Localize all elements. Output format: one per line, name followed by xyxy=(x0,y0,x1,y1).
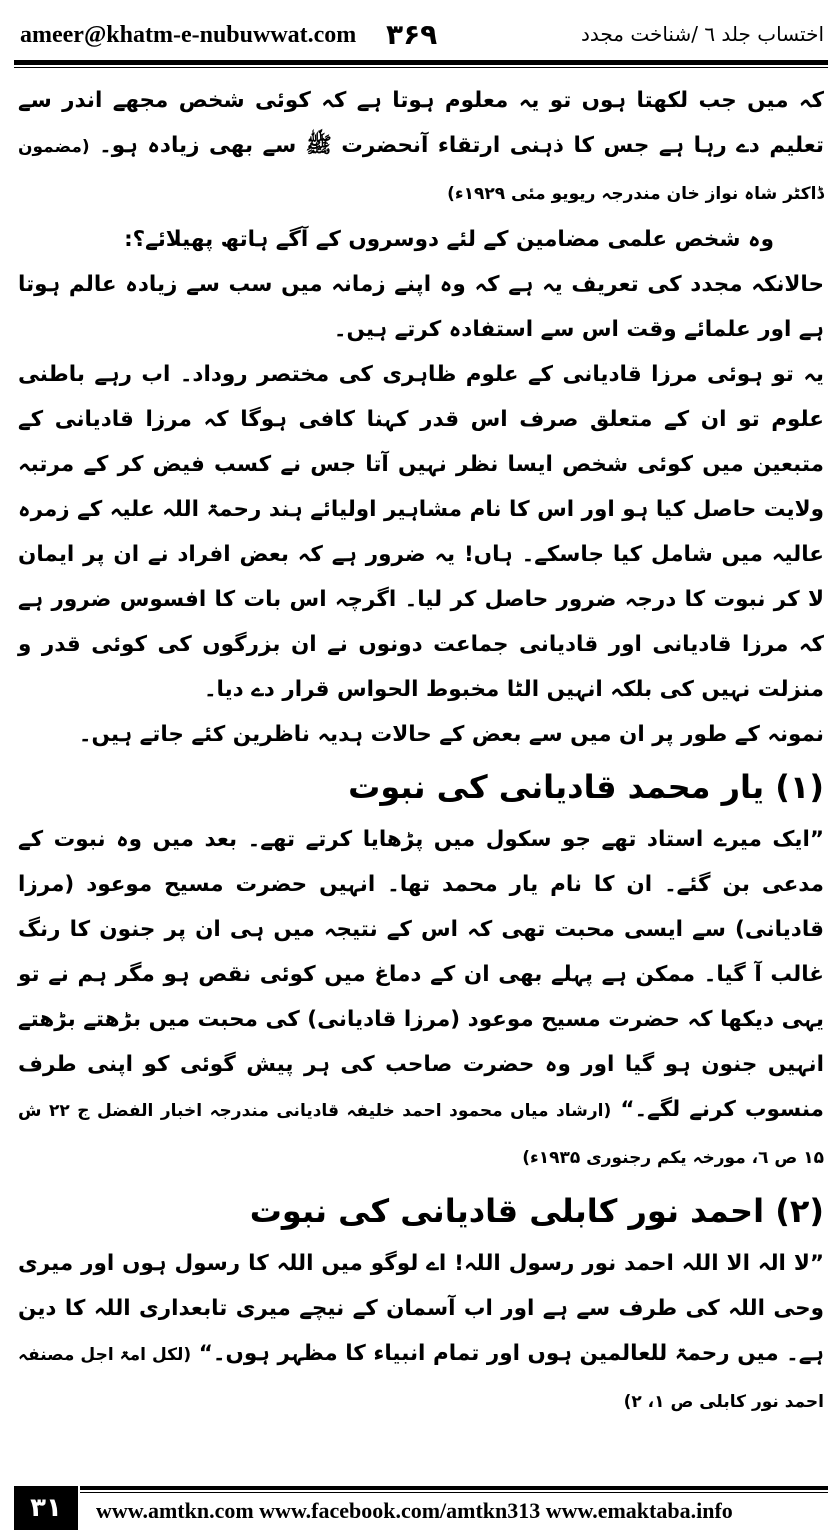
paragraph: یہ تو ہوئی مرزا قادیانی کے علوم ظاہری کی مختصر روداد۔ اب رہے باطنی علوم تو ان کے متعلق صرف اس قدر کہنا کافی ہوگا کہ مرزا قادیانی کے متبعین میں کوئی شخص ایسا نظر نہیں آتا جس نے کسب فیض کر کے مرتبہ ولایت حاصل کیا ہو اور اس کا نام مشاہیر اولیائے ہند رحمۃ اللہ علیہ کے زمرہ عالیہ میں شامل کیا جاسکے۔ ہاں! یہ ضرور ہے کہ بعض افراد نے ان پر ایمان لا کر نبوت کا درجہ ضرور حاصل کر لیا۔ اگرچہ اس بات کا افسوس ضرور ہے کہ مرزا قادیانی اور قادیانی جماعت دونوں نے ان بزرگوں کی کوئی قدر و منزلت نہیں کی بلکہ انہیں الٹا مخبوط الحواس قرار دے دیا۔ xyxy=(18,362,824,702)
footer-rule xyxy=(80,1486,828,1490)
quote-text: ”لا الہ الا اللہ احمد نور رسول اللہ! اے لوگو میں اللہ کا رسول ہوں اور میری وحی اللہ کی طرف سے ہے اور اب آسمان کے نیچے میری تابعداری اللہ کا دین ہے۔ میں رحمۃ للعالمین ہوں اور تمام انبیاء کا مظہر ہوں۔“ xyxy=(18,1251,824,1366)
citation: (لکل امۃ اجل مصنفہ احمد نور کابلی ص ۱، ۲) xyxy=(18,1345,824,1412)
section-heading: (۱) یار محمد قادیانی کی نبوت xyxy=(348,768,824,806)
header-rule-thin xyxy=(14,67,828,68)
quote-text: ”ایک میرے استاد تھے جو سکول میں پڑھایا کرتے تھے۔ بعد میں وہ نبوت کے مدعی بن گئے۔ ان کا نام یار محمد تھا۔ انہیں حضرت مسیح موعود (مرزا قادیانی) سے ایسی محبت تھی کہ اس کے نتیجہ میں ہی ان پر جنون کا رنگ غالب آ گیا۔ ممکن ہے پہلے بھی ان کے دماغ میں کوئی نقص ہو مگر ہم نے تو یہی دیکھا کہ حضرت مسیح موعود (مرزا قادیانی) کی محبت میں بڑھتے بڑھتے انہیں جنون ہو گیا اور وہ حضرت صاحب کی ہر پیش گوئی کو اپنی طرف منسوب کرنے لگے۔“ xyxy=(18,827,824,1122)
citation: (مضمون ڈاکٹر شاہ نواز خان مندرجہ ریویو مئی ۱۹۲۹ء) xyxy=(18,137,824,204)
paragraph xyxy=(18,817,824,1181)
footer-page-number: ۳۱ xyxy=(14,1486,78,1530)
page-footer xyxy=(14,1486,828,1530)
footer-rule-thin xyxy=(80,1492,828,1493)
paragraph: حالانکہ مجدد کی تعریف یہ ہے کہ وہ اپنے زمانہ میں سب سے زیادہ عالم ہوتا ہے اور علمائے وقت اس سے استفادہ کرتے ہیں۔ xyxy=(18,272,824,342)
paragraph xyxy=(18,1241,824,1425)
section-heading: (۲) احمد نور کابلی قادیانی کی نبوت xyxy=(249,1192,824,1230)
paragraph-text: کہ میں جب لکھتا ہوں تو یہ معلوم ہوتا ہے کہ کوئی شخص مجھے اندر سے تعلیم دے رہا ہے جس کا ذہنی ارتقاء آنحضرت ﷺ سے بھی زیادہ ہو۔ xyxy=(18,88,824,158)
header-rule xyxy=(14,60,828,65)
citation: (ارشاد میاں محمود احمد خلیفہ قادیانی مندرجہ اخبار الفضل ج ۲۲ ش ۱۵ ص ٦، مورخہ یکم رجنوری ۱۹۳۵ء) xyxy=(18,1101,824,1168)
header-page-number: ۳۶۹ xyxy=(386,18,438,51)
header-email: ameer@khatm-e-nubuwwat.com xyxy=(20,22,357,48)
paragraph: نمونہ کے طور پر ان میں سے بعض کے حالات ہدیہ ناظرین کئے جاتے ہیں۔ xyxy=(78,722,824,747)
footer-links: www.amtkn.com www.facebook.com/amtkn313 www.emaktaba.info xyxy=(96,1498,733,1523)
page-header xyxy=(20,18,824,56)
paragraph: وہ شخص علمی مضامین کے لئے دوسروں کے آگے ہاتھ پھیلائے؟: xyxy=(124,227,774,252)
paragraph xyxy=(18,78,824,217)
page-body xyxy=(18,78,824,1425)
header-book-title: اختساب جلد ٦ /شناخت مجدد xyxy=(580,22,824,46)
